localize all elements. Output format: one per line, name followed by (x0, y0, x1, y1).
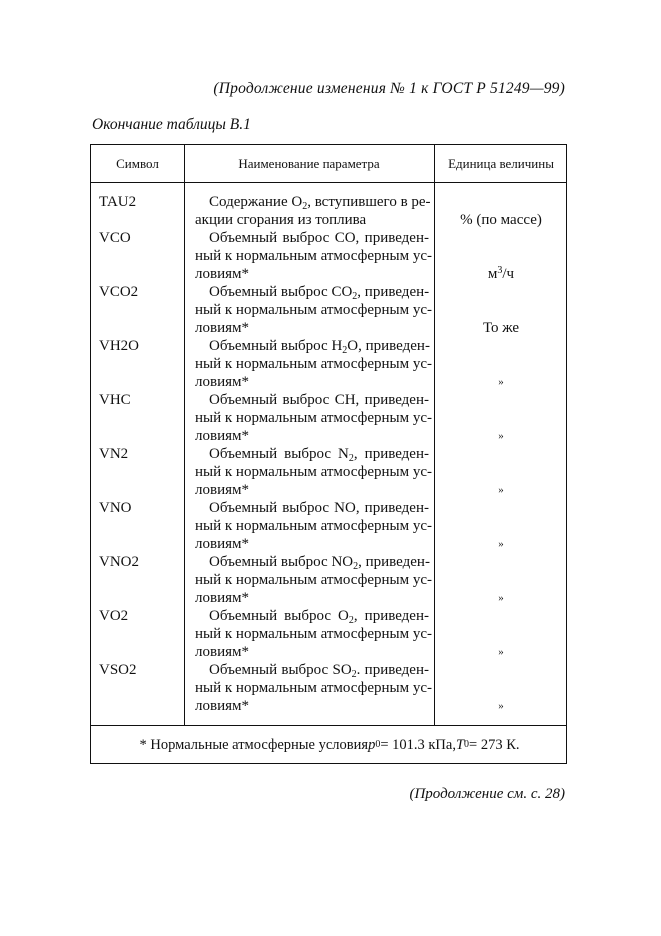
column-divider (184, 145, 185, 725)
row-symbol: TAU2 (99, 194, 137, 210)
row-name-text: Объемный выброс CO (209, 284, 353, 300)
header-continuation-note: (Продолжение изменения № 1 к ГОСТ Р 51249—99) (213, 80, 565, 97)
row-parameter-name (195, 337, 432, 391)
row-name-line: ловиям* (195, 374, 249, 390)
row-parameter-name (195, 283, 432, 337)
row-name-text: Объемный выброс H (209, 338, 343, 354)
row-name-subscript: 2 (348, 453, 354, 464)
row-name-line: ловиям* (195, 320, 249, 336)
row-unit-text: /ч (502, 266, 515, 282)
footer-continuation-note: (Продолжение см. с. 28) (409, 786, 565, 802)
row-name-text: Объемный выброс CH, приведен- (209, 392, 429, 408)
row-name-line (195, 553, 429, 571)
row-name-text: , приведен- (357, 284, 430, 300)
row-name-text: Объемный выброс CO, приведен- (209, 230, 429, 246)
row-name-subscript: 2 (302, 201, 308, 212)
row-name-text: O, приведен- (347, 338, 430, 354)
row-unit (434, 319, 568, 337)
row-unit (434, 373, 568, 391)
header-parameter-name: Наименование параметра (238, 155, 380, 171)
row-unit-text: » (498, 700, 504, 712)
row-name-text: , приведен- (353, 446, 429, 462)
row-name-line (195, 499, 429, 517)
row-name-line: ловиям* (195, 698, 249, 714)
row-parameter-name (195, 445, 432, 499)
row-unit (434, 589, 568, 607)
row-symbol: VCO (99, 230, 131, 246)
row-symbol: VNO (99, 500, 132, 516)
row-name-line (195, 283, 429, 301)
row-name-line: ловиям* (195, 644, 249, 660)
row-symbol: VNO2 (99, 554, 139, 570)
row-unit (434, 481, 568, 499)
row-name-line: ловиям* (195, 590, 249, 606)
row-name-line: ный к нормальным атмосферным ус- (195, 572, 432, 588)
row-name-text: Объемный выброс SO (209, 662, 352, 678)
row-name-subscript: 2 (352, 291, 358, 302)
row-name-line: ный к нормальным атмосферным ус- (195, 518, 432, 534)
row-name-text: Объемный выброс NO (209, 554, 354, 570)
header-unit: Единица величины (448, 155, 554, 171)
row-symbol: VHC (99, 392, 131, 408)
row-name-line (195, 337, 429, 355)
row-parameter-name (195, 607, 432, 661)
row-name-text: . приведен- (356, 662, 429, 678)
row-name-line: ный к нормальным атмосферным ус- (195, 464, 432, 480)
row-name-line (195, 607, 429, 625)
row-unit-text: » (498, 646, 504, 658)
row-parameter-name (195, 193, 429, 229)
row-symbol: VCO2 (99, 284, 139, 300)
row-name-line: ный к нормальным атмосферным ус- (195, 626, 432, 642)
header-symbol: Символ (116, 155, 159, 171)
row-unit-text: » (498, 538, 504, 550)
row-unit-text: » (498, 376, 504, 388)
row-name-text: Содержание O (209, 194, 303, 210)
row-unit-superscript: 3 (497, 265, 503, 276)
row-symbol: VO2 (99, 608, 129, 624)
row-unit-text: То же (482, 320, 520, 336)
row-name-text: Объемный выброс NO, приведен- (209, 500, 429, 516)
footnote-temperature-var: T (455, 736, 465, 753)
row-name-line (195, 229, 429, 247)
header-divider (91, 182, 566, 183)
row-name-line: ловиям* (195, 266, 249, 282)
row-parameter-name (195, 661, 432, 715)
row-name-line (195, 661, 429, 679)
row-name-line: ный к нормальным атмосферным ус- (195, 680, 432, 696)
row-name-line (195, 193, 429, 211)
row-parameter-name (195, 391, 432, 445)
row-unit (434, 535, 568, 553)
row-unit-text: м (487, 266, 498, 282)
row-name-line: ный к нормальным атмосферным ус- (195, 410, 432, 426)
row-name-text: , приведен- (353, 608, 429, 624)
parameters-table (90, 144, 567, 764)
row-name-line: ловиям* (195, 482, 249, 498)
table-caption: Окончание таблицы В.1 (92, 116, 251, 133)
row-unit (434, 697, 568, 715)
row-name-line: акции сгорания из топлива (195, 212, 367, 228)
row-name-line: ный к нормальным атмосферным ус- (195, 248, 432, 264)
row-name-text: Объемный выброс N (209, 446, 349, 462)
row-name-text: , вступившего в ре- (307, 194, 431, 210)
row-unit (434, 427, 568, 445)
row-unit-text: » (498, 484, 504, 496)
footnote-pressure-value: = 101.3 кПа, (380, 736, 456, 753)
row-unit (434, 643, 568, 661)
row-name-text: , приведен- (358, 554, 430, 570)
row-parameter-name (195, 499, 432, 553)
row-name-line: ловиям* (195, 428, 249, 444)
footnote-temperature-value: = 273 К. (469, 736, 520, 753)
row-unit-text: » (498, 430, 504, 442)
row-name-text: Объемный выброс O (209, 608, 349, 624)
row-unit (434, 265, 568, 283)
row-name-subscript: 2 (351, 669, 357, 680)
row-name-line: ный к нормальным атмосферным ус- (195, 356, 432, 372)
row-unit (434, 211, 568, 229)
row-name-line (195, 445, 429, 463)
row-name-line: ный к нормальным атмосферным ус- (195, 302, 432, 318)
table-footnote: * Нормальные атмосферные условия p 0 = 101.3 кПа, T 0 = 273 К. (139, 736, 520, 753)
row-parameter-name (195, 229, 432, 283)
row-name-line: ловиям* (195, 536, 249, 552)
row-unit-text: » (498, 592, 504, 604)
row-name-line (195, 391, 429, 409)
row-parameter-name (195, 553, 432, 607)
footnote-text: * Нормальные атмосферные условия (139, 736, 369, 753)
row-name-subscript: 2 (353, 561, 359, 572)
row-symbol: VSO2 (99, 662, 137, 678)
footnote-pressure-var: p (368, 736, 376, 753)
row-unit-text: % (по массе) (460, 212, 542, 228)
row-symbol: VH2O (99, 338, 139, 354)
row-name-subscript: 2 (342, 345, 348, 356)
row-name-subscript: 2 (348, 615, 354, 626)
row-symbol: VN2 (99, 446, 129, 462)
